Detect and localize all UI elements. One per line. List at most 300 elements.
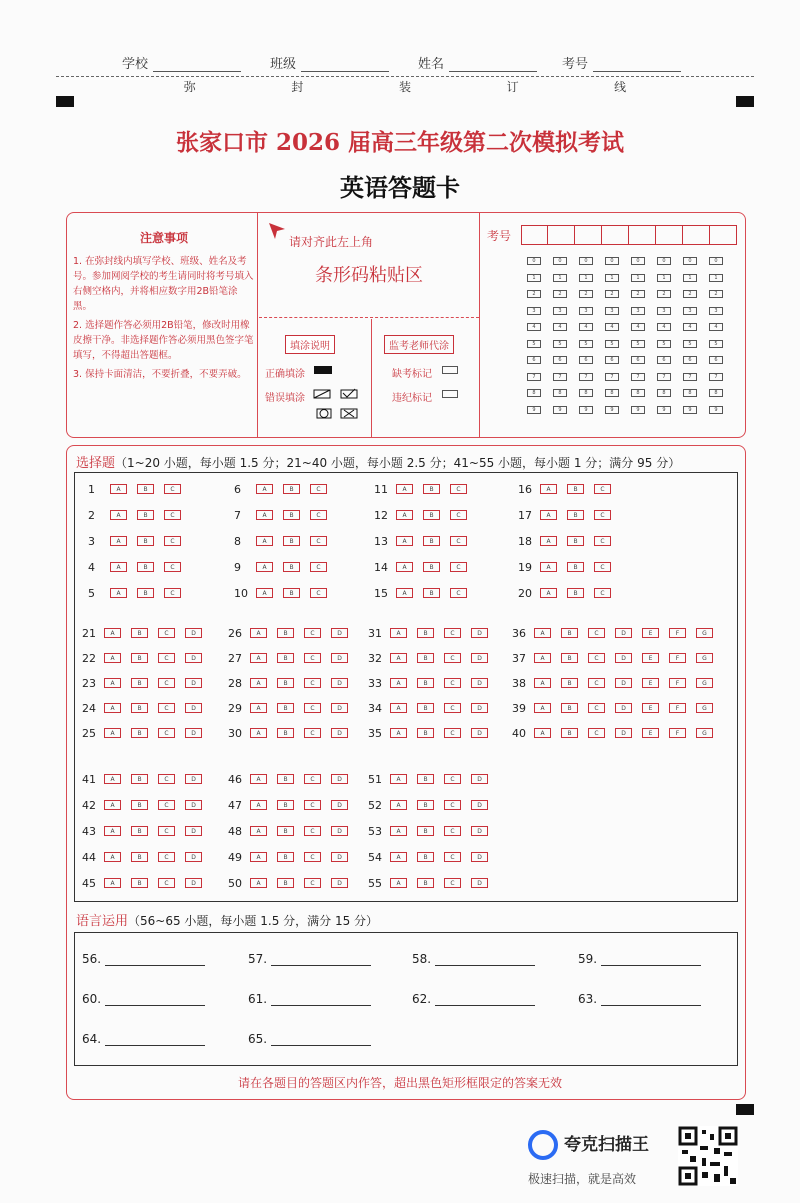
- option-bubble-a[interactable]: A: [104, 678, 121, 688]
- digit-bubble[interactable]: 3: [709, 307, 723, 315]
- digit-bubble[interactable]: 3: [657, 307, 671, 315]
- digit-bubble[interactable]: 9: [605, 406, 619, 414]
- option-bubble-a[interactable]: A: [104, 878, 121, 888]
- option-bubble-f[interactable]: F: [669, 678, 686, 688]
- digit-bubble[interactable]: 7: [683, 373, 697, 381]
- option-bubble-c[interactable]: C: [310, 536, 327, 546]
- option-bubble-a[interactable]: A: [250, 878, 267, 888]
- option-bubble-a[interactable]: A: [256, 536, 273, 546]
- option-bubble-b[interactable]: B: [567, 562, 584, 572]
- digit-bubble[interactable]: 0: [579, 257, 593, 265]
- option-bubble-c[interactable]: C: [444, 826, 461, 836]
- option-bubble-c[interactable]: C: [158, 628, 175, 638]
- blank-65[interactable]: [248, 1032, 371, 1046]
- option-bubble-b[interactable]: B: [567, 536, 584, 546]
- option-bubble-b[interactable]: B: [417, 826, 434, 836]
- digit-bubble[interactable]: 3: [553, 307, 567, 315]
- option-bubble-a[interactable]: A: [250, 678, 267, 688]
- digit-bubble[interactable]: 9: [657, 406, 671, 414]
- option-bubble-b[interactable]: B: [283, 536, 300, 546]
- digit-bubble[interactable]: 8: [657, 389, 671, 397]
- option-bubble-b[interactable]: B: [277, 728, 294, 738]
- option-bubble-a[interactable]: A: [104, 852, 121, 862]
- digit-bubble[interactable]: 4: [527, 323, 541, 331]
- digit-bubble[interactable]: 6: [605, 356, 619, 364]
- option-bubble-c[interactable]: C: [444, 878, 461, 888]
- option-bubble-d[interactable]: D: [185, 703, 202, 713]
- option-bubble-d[interactable]: D: [471, 628, 488, 638]
- option-bubble-c[interactable]: C: [304, 774, 321, 784]
- option-bubble-d[interactable]: D: [331, 800, 348, 810]
- option-bubble-d[interactable]: D: [331, 826, 348, 836]
- option-bubble-a[interactable]: A: [540, 536, 557, 546]
- digit-bubble[interactable]: 9: [579, 406, 593, 414]
- digit-bubble[interactable]: 7: [553, 373, 567, 381]
- option-bubble-c[interactable]: C: [444, 678, 461, 688]
- digit-bubble[interactable]: 6: [579, 356, 593, 364]
- option-bubble-d[interactable]: D: [615, 628, 632, 638]
- option-bubble-d[interactable]: D: [615, 728, 632, 738]
- option-bubble-d[interactable]: D: [185, 878, 202, 888]
- option-bubble-b[interactable]: B: [423, 588, 440, 598]
- option-bubble-a[interactable]: A: [250, 826, 267, 836]
- digit-bubble[interactable]: 6: [683, 356, 697, 364]
- answer-line[interactable]: [271, 1045, 371, 1046]
- digit-bubble[interactable]: 5: [579, 340, 593, 348]
- digit-bubble[interactable]: 1: [631, 274, 645, 282]
- option-bubble-a[interactable]: A: [104, 653, 121, 663]
- option-bubble-c[interactable]: C: [158, 774, 175, 784]
- option-bubble-c[interactable]: C: [450, 536, 467, 546]
- option-bubble-b[interactable]: B: [417, 728, 434, 738]
- option-bubble-a[interactable]: A: [396, 536, 413, 546]
- option-bubble-b[interactable]: B: [567, 484, 584, 494]
- option-bubble-c[interactable]: C: [310, 510, 327, 520]
- option-bubble-c[interactable]: C: [304, 678, 321, 688]
- digit-bubble[interactable]: 7: [527, 373, 541, 381]
- digit-bubble[interactable]: 0: [709, 257, 723, 265]
- option-bubble-f[interactable]: F: [669, 628, 686, 638]
- digit-bubble[interactable]: 5: [709, 340, 723, 348]
- digit-bubble[interactable]: 1: [683, 274, 697, 282]
- option-bubble-a[interactable]: A: [104, 774, 121, 784]
- option-bubble-b[interactable]: B: [567, 588, 584, 598]
- option-bubble-a[interactable]: A: [104, 800, 121, 810]
- option-bubble-b[interactable]: B: [561, 703, 578, 713]
- option-bubble-g[interactable]: G: [696, 628, 713, 638]
- option-bubble-c[interactable]: C: [304, 852, 321, 862]
- option-bubble-a[interactable]: A: [104, 628, 121, 638]
- option-bubble-d[interactable]: D: [471, 826, 488, 836]
- digit-bubble[interactable]: 8: [579, 389, 593, 397]
- option-bubble-f[interactable]: F: [669, 653, 686, 663]
- blank-63[interactable]: [578, 992, 701, 1006]
- option-bubble-f[interactable]: F: [669, 728, 686, 738]
- option-bubble-a[interactable]: A: [250, 852, 267, 862]
- option-bubble-d[interactable]: D: [471, 878, 488, 888]
- digit-bubble[interactable]: 6: [553, 356, 567, 364]
- digit-bubble[interactable]: 1: [709, 274, 723, 282]
- option-bubble-a[interactable]: A: [104, 703, 121, 713]
- option-bubble-d[interactable]: D: [185, 628, 202, 638]
- answer-line[interactable]: [601, 1005, 701, 1006]
- digit-bubble[interactable]: 5: [683, 340, 697, 348]
- blank-60[interactable]: [82, 992, 205, 1006]
- option-bubble-c[interactable]: C: [444, 728, 461, 738]
- option-bubble-d[interactable]: D: [185, 653, 202, 663]
- option-bubble-b[interactable]: B: [561, 653, 578, 663]
- option-bubble-d[interactable]: D: [185, 774, 202, 784]
- digit-bubble[interactable]: 4: [683, 323, 697, 331]
- option-bubble-e[interactable]: E: [642, 728, 659, 738]
- answer-line[interactable]: [601, 965, 701, 966]
- option-bubble-d[interactable]: D: [471, 678, 488, 688]
- digit-bubble[interactable]: 0: [553, 257, 567, 265]
- option-bubble-b[interactable]: B: [417, 703, 434, 713]
- digit-bubble[interactable]: 4: [709, 323, 723, 331]
- blank-59[interactable]: [578, 952, 701, 966]
- option-bubble-c[interactable]: C: [594, 562, 611, 572]
- option-bubble-d[interactable]: D: [331, 678, 348, 688]
- option-bubble-c[interactable]: C: [444, 852, 461, 862]
- option-bubble-a[interactable]: A: [534, 678, 551, 688]
- digit-bubble[interactable]: 2: [657, 290, 671, 298]
- option-bubble-d[interactable]: D: [615, 703, 632, 713]
- option-bubble-c[interactable]: C: [444, 653, 461, 663]
- digit-bubble[interactable]: 5: [527, 340, 541, 348]
- blank-62[interactable]: [412, 992, 535, 1006]
- option-bubble-c[interactable]: C: [444, 628, 461, 638]
- option-bubble-b[interactable]: B: [277, 774, 294, 784]
- digit-bubble[interactable]: 3: [527, 307, 541, 315]
- option-bubble-d[interactable]: D: [331, 774, 348, 784]
- option-bubble-a[interactable]: A: [396, 562, 413, 572]
- option-bubble-g[interactable]: G: [696, 653, 713, 663]
- option-bubble-d[interactable]: D: [331, 878, 348, 888]
- digit-bubble[interactable]: 2: [631, 290, 645, 298]
- answer-line[interactable]: [435, 965, 535, 966]
- option-bubble-c[interactable]: C: [164, 588, 181, 598]
- option-bubble-a[interactable]: A: [110, 536, 127, 546]
- option-bubble-b[interactable]: B: [137, 562, 154, 572]
- option-bubble-b[interactable]: B: [417, 852, 434, 862]
- option-bubble-d[interactable]: D: [615, 678, 632, 688]
- digit-bubble[interactable]: 5: [605, 340, 619, 348]
- digit-bubble[interactable]: 6: [709, 356, 723, 364]
- digit-bubble[interactable]: 7: [605, 373, 619, 381]
- digit-bubble[interactable]: 1: [579, 274, 593, 282]
- digit-bubble[interactable]: 8: [527, 389, 541, 397]
- option-bubble-b[interactable]: B: [417, 774, 434, 784]
- option-bubble-c[interactable]: C: [158, 703, 175, 713]
- digit-bubble[interactable]: 9: [683, 406, 697, 414]
- option-bubble-b[interactable]: B: [131, 653, 148, 663]
- digit-bubble[interactable]: 1: [527, 274, 541, 282]
- option-bubble-a[interactable]: A: [256, 562, 273, 572]
- option-bubble-a[interactable]: A: [104, 826, 121, 836]
- digit-bubble[interactable]: 3: [683, 307, 697, 315]
- option-bubble-a[interactable]: A: [390, 800, 407, 810]
- blank-61[interactable]: [248, 992, 371, 1006]
- option-bubble-b[interactable]: B: [131, 774, 148, 784]
- option-bubble-a[interactable]: A: [534, 653, 551, 663]
- digit-bubble[interactable]: 2: [579, 290, 593, 298]
- answer-line[interactable]: [271, 1005, 371, 1006]
- digit-bubble[interactable]: 8: [553, 389, 567, 397]
- absent-bubble[interactable]: [442, 366, 458, 374]
- option-bubble-d[interactable]: D: [615, 653, 632, 663]
- option-bubble-c[interactable]: C: [310, 588, 327, 598]
- option-bubble-c[interactable]: C: [450, 588, 467, 598]
- option-bubble-a[interactable]: A: [390, 678, 407, 688]
- option-bubble-b[interactable]: B: [131, 628, 148, 638]
- option-bubble-b[interactable]: B: [283, 510, 300, 520]
- digit-bubble[interactable]: 1: [553, 274, 567, 282]
- digit-bubble[interactable]: 4: [553, 323, 567, 331]
- option-bubble-b[interactable]: B: [561, 678, 578, 688]
- digit-bubble[interactable]: 9: [553, 406, 567, 414]
- answer-line[interactable]: [105, 965, 205, 966]
- option-bubble-c[interactable]: C: [304, 628, 321, 638]
- digit-bubble[interactable]: 8: [709, 389, 723, 397]
- option-bubble-a[interactable]: A: [250, 800, 267, 810]
- digit-bubble[interactable]: 2: [605, 290, 619, 298]
- option-bubble-c[interactable]: C: [594, 536, 611, 546]
- class-field[interactable]: [270, 53, 418, 72]
- digit-bubble[interactable]: 5: [631, 340, 645, 348]
- digit-bubble[interactable]: 2: [683, 290, 697, 298]
- option-bubble-c[interactable]: C: [164, 562, 181, 572]
- option-bubble-c[interactable]: C: [594, 510, 611, 520]
- option-bubble-c[interactable]: C: [588, 628, 605, 638]
- option-bubble-c[interactable]: C: [450, 484, 467, 494]
- option-bubble-a[interactable]: A: [250, 703, 267, 713]
- option-bubble-d[interactable]: D: [471, 800, 488, 810]
- digit-bubble[interactable]: 3: [631, 307, 645, 315]
- digit-bubble[interactable]: 7: [709, 373, 723, 381]
- blank-56[interactable]: [82, 952, 205, 966]
- option-bubble-a[interactable]: A: [390, 703, 407, 713]
- option-bubble-c[interactable]: C: [450, 562, 467, 572]
- digit-bubble[interactable]: 0: [657, 257, 671, 265]
- option-bubble-b[interactable]: B: [131, 678, 148, 688]
- option-bubble-d[interactable]: D: [331, 628, 348, 638]
- option-bubble-c[interactable]: C: [304, 800, 321, 810]
- option-bubble-c[interactable]: C: [304, 653, 321, 663]
- option-bubble-c[interactable]: C: [594, 588, 611, 598]
- digit-bubble[interactable]: 3: [605, 307, 619, 315]
- option-bubble-e[interactable]: E: [642, 678, 659, 688]
- option-bubble-e[interactable]: E: [642, 653, 659, 663]
- option-bubble-a[interactable]: A: [534, 703, 551, 713]
- violation-bubble[interactable]: [442, 390, 458, 398]
- option-bubble-e[interactable]: E: [642, 703, 659, 713]
- digit-bubble[interactable]: 9: [527, 406, 541, 414]
- option-bubble-a[interactable]: A: [250, 728, 267, 738]
- option-bubble-c[interactable]: C: [450, 510, 467, 520]
- digit-bubble[interactable]: 9: [709, 406, 723, 414]
- digit-bubble[interactable]: 7: [579, 373, 593, 381]
- option-bubble-c[interactable]: C: [158, 826, 175, 836]
- option-bubble-b[interactable]: B: [277, 878, 294, 888]
- option-bubble-d[interactable]: D: [471, 852, 488, 862]
- option-bubble-b[interactable]: B: [131, 852, 148, 862]
- option-bubble-c[interactable]: C: [444, 800, 461, 810]
- option-bubble-c[interactable]: C: [304, 826, 321, 836]
- digit-bubble[interactable]: 0: [605, 257, 619, 265]
- digit-bubble[interactable]: 7: [657, 373, 671, 381]
- option-bubble-a[interactable]: A: [110, 510, 127, 520]
- digit-bubble[interactable]: 2: [553, 290, 567, 298]
- option-bubble-c[interactable]: C: [164, 510, 181, 520]
- option-bubble-b[interactable]: B: [277, 703, 294, 713]
- name-field[interactable]: [418, 53, 562, 72]
- digit-bubble[interactable]: 2: [709, 290, 723, 298]
- option-bubble-c[interactable]: C: [588, 728, 605, 738]
- option-bubble-d[interactable]: D: [471, 653, 488, 663]
- option-bubble-c[interactable]: C: [310, 562, 327, 572]
- blank-58[interactable]: [412, 952, 535, 966]
- digit-bubble[interactable]: 0: [527, 257, 541, 265]
- digit-bubble[interactable]: 6: [527, 356, 541, 364]
- option-bubble-d[interactable]: D: [331, 703, 348, 713]
- option-bubble-b[interactable]: B: [137, 484, 154, 494]
- option-bubble-c[interactable]: C: [158, 653, 175, 663]
- option-bubble-b[interactable]: B: [283, 484, 300, 494]
- option-bubble-d[interactable]: D: [331, 653, 348, 663]
- option-bubble-b[interactable]: B: [423, 562, 440, 572]
- blank-57[interactable]: [248, 952, 371, 966]
- option-bubble-b[interactable]: B: [131, 800, 148, 810]
- option-bubble-a[interactable]: A: [396, 484, 413, 494]
- option-bubble-b[interactable]: B: [277, 800, 294, 810]
- option-bubble-b[interactable]: B: [417, 878, 434, 888]
- option-bubble-b[interactable]: B: [131, 703, 148, 713]
- option-bubble-b[interactable]: B: [567, 510, 584, 520]
- option-bubble-c[interactable]: C: [588, 703, 605, 713]
- digit-bubble[interactable]: 9: [631, 406, 645, 414]
- option-bubble-c[interactable]: C: [158, 878, 175, 888]
- option-bubble-c[interactable]: C: [304, 703, 321, 713]
- option-bubble-c[interactable]: C: [594, 484, 611, 494]
- option-bubble-e[interactable]: E: [642, 628, 659, 638]
- option-bubble-a[interactable]: A: [534, 628, 551, 638]
- option-bubble-a[interactable]: A: [390, 628, 407, 638]
- digit-bubble[interactable]: 6: [657, 356, 671, 364]
- blank-64[interactable]: [82, 1032, 205, 1046]
- digit-bubble[interactable]: 4: [631, 323, 645, 331]
- option-bubble-a[interactable]: A: [534, 728, 551, 738]
- option-bubble-b[interactable]: B: [417, 678, 434, 688]
- option-bubble-a[interactable]: A: [390, 774, 407, 784]
- option-bubble-c[interactable]: C: [444, 774, 461, 784]
- digit-bubble[interactable]: 7: [631, 373, 645, 381]
- school-field[interactable]: [122, 53, 270, 72]
- option-bubble-a[interactable]: A: [250, 653, 267, 663]
- option-bubble-c[interactable]: C: [304, 728, 321, 738]
- option-bubble-d[interactable]: D: [471, 774, 488, 784]
- digit-bubble[interactable]: 8: [605, 389, 619, 397]
- option-bubble-d[interactable]: D: [185, 800, 202, 810]
- option-bubble-d[interactable]: D: [185, 728, 202, 738]
- option-bubble-b[interactable]: B: [131, 878, 148, 888]
- digit-bubble[interactable]: 1: [605, 274, 619, 282]
- option-bubble-a[interactable]: A: [540, 562, 557, 572]
- digit-bubble[interactable]: 4: [657, 323, 671, 331]
- option-bubble-c[interactable]: C: [158, 800, 175, 810]
- option-bubble-a[interactable]: A: [250, 628, 267, 638]
- option-bubble-b[interactable]: B: [131, 826, 148, 836]
- answer-line[interactable]: [271, 965, 371, 966]
- option-bubble-c[interactable]: C: [444, 703, 461, 713]
- option-bubble-a[interactable]: A: [540, 510, 557, 520]
- option-bubble-a[interactable]: A: [390, 826, 407, 836]
- digit-bubble[interactable]: 8: [683, 389, 697, 397]
- option-bubble-c[interactable]: C: [164, 484, 181, 494]
- option-bubble-b[interactable]: B: [423, 536, 440, 546]
- option-bubble-c[interactable]: C: [588, 678, 605, 688]
- option-bubble-b[interactable]: B: [283, 588, 300, 598]
- option-bubble-b[interactable]: B: [131, 728, 148, 738]
- option-bubble-a[interactable]: A: [110, 588, 127, 598]
- option-bubble-c[interactable]: C: [588, 653, 605, 663]
- digit-bubble[interactable]: 2: [527, 290, 541, 298]
- option-bubble-a[interactable]: A: [110, 484, 127, 494]
- option-bubble-f[interactable]: F: [669, 703, 686, 713]
- digit-bubble[interactable]: 1: [657, 274, 671, 282]
- digit-bubble[interactable]: 3: [579, 307, 593, 315]
- option-bubble-a[interactable]: A: [390, 852, 407, 862]
- answer-line[interactable]: [105, 1045, 205, 1046]
- option-bubble-b[interactable]: B: [277, 653, 294, 663]
- option-bubble-d[interactable]: D: [185, 826, 202, 836]
- option-bubble-c[interactable]: C: [158, 678, 175, 688]
- option-bubble-a[interactable]: A: [540, 588, 557, 598]
- digit-bubble[interactable]: 6: [631, 356, 645, 364]
- digit-bubble[interactable]: 5: [553, 340, 567, 348]
- examno-field[interactable]: [562, 53, 702, 72]
- option-bubble-c[interactable]: C: [158, 852, 175, 862]
- digit-bubble[interactable]: 4: [579, 323, 593, 331]
- option-bubble-b[interactable]: B: [417, 800, 434, 810]
- option-bubble-b[interactable]: B: [137, 536, 154, 546]
- option-bubble-g[interactable]: G: [696, 703, 713, 713]
- digit-bubble[interactable]: 4: [605, 323, 619, 331]
- digit-bubble[interactable]: 0: [631, 257, 645, 265]
- option-bubble-a[interactable]: A: [390, 653, 407, 663]
- option-bubble-b[interactable]: B: [417, 628, 434, 638]
- option-bubble-d[interactable]: D: [185, 852, 202, 862]
- option-bubble-b[interactable]: B: [417, 653, 434, 663]
- digit-bubble[interactable]: 5: [657, 340, 671, 348]
- option-bubble-a[interactable]: A: [250, 774, 267, 784]
- option-bubble-a[interactable]: A: [256, 484, 273, 494]
- digit-bubble[interactable]: 8: [631, 389, 645, 397]
- digit-bubble[interactable]: 0: [683, 257, 697, 265]
- option-bubble-c[interactable]: C: [158, 728, 175, 738]
- option-bubble-b[interactable]: B: [137, 588, 154, 598]
- option-bubble-a[interactable]: A: [104, 728, 121, 738]
- option-bubble-a[interactable]: A: [396, 588, 413, 598]
- option-bubble-c[interactable]: C: [164, 536, 181, 546]
- option-bubble-b[interactable]: B: [423, 484, 440, 494]
- option-bubble-a[interactable]: A: [256, 510, 273, 520]
- option-bubble-b[interactable]: B: [283, 562, 300, 572]
- option-bubble-d[interactable]: D: [331, 728, 348, 738]
- option-bubble-b[interactable]: B: [277, 852, 294, 862]
- option-bubble-a[interactable]: A: [256, 588, 273, 598]
- option-bubble-b[interactable]: B: [277, 678, 294, 688]
